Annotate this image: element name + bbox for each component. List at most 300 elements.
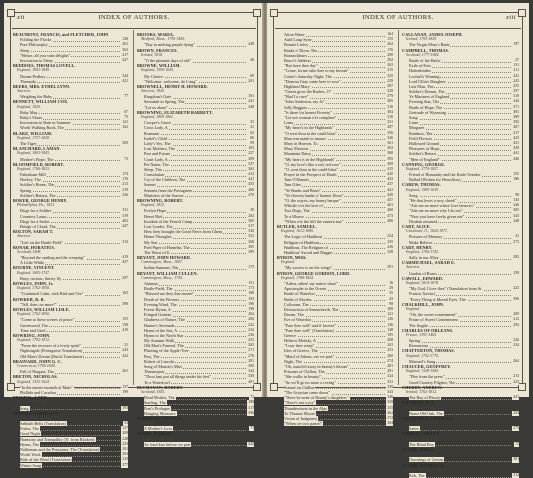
entry-title: Praise of Sweet Contentment xyxy=(409,317,458,323)
entry-page-number: 447 xyxy=(122,223,128,228)
author-name: CHAUCER, GEOFFREY. xyxy=(402,364,451,369)
entry-page-number: 234 xyxy=(387,234,393,239)
entry-page-number: 126 xyxy=(387,317,393,322)
author-name: CARY, ALICE. xyxy=(402,223,431,229)
author-name: BEDDOES, THOMAS LOVELL. xyxy=(13,63,76,69)
author-details: Hartford, Conn., 1809. xyxy=(406,467,442,472)
entry-title: "Had I a cave" xyxy=(284,94,309,100)
entry-page-number: 206 xyxy=(248,317,254,322)
entry-page-number: 303 xyxy=(122,452,128,457)
author-name: CARMICHAEL, SARAH E. xyxy=(402,260,456,266)
entry-page-number: 297 xyxy=(513,89,519,94)
author-details: England, 1770-1827. xyxy=(406,166,439,171)
entry-page-number: 470 xyxy=(248,192,254,197)
entry-title: Night, The xyxy=(284,358,303,364)
author-details: England, 1762-1850. xyxy=(17,312,50,317)
entry-page-number: 346 xyxy=(387,135,393,140)
entry-title: "Green grow the Rashes, O" xyxy=(284,89,332,95)
entry-title: "Fare thee well! and if forever" xyxy=(284,322,337,328)
author-name: BLAKE, WILLIAM. xyxy=(13,130,53,136)
entry-title: Afton Water xyxy=(284,32,305,37)
author-name: BRAINARD, JOHN G. C. xyxy=(13,358,62,364)
author-details: Ireland, 1762-1812. xyxy=(406,389,438,394)
entry-page-number: 232 xyxy=(248,327,254,332)
entry-page-number: 176 xyxy=(122,177,128,182)
entry-page-number: 241 xyxy=(248,99,254,104)
entry-title: Court Lady, A xyxy=(144,156,168,162)
author-details: America. xyxy=(17,234,32,239)
entry-page-number: 186 xyxy=(513,177,519,182)
entry-title: "Oh, snatch'd away in beauty's bloom" xyxy=(284,364,349,369)
entry-page-number: 39 xyxy=(250,208,254,213)
entry-page-number: 212 xyxy=(513,317,519,322)
entry-title: Weighing the Baby xyxy=(20,94,53,100)
entry-page-number: 315 xyxy=(387,68,393,73)
entry-title: The Worst of It xyxy=(144,249,170,255)
entry-title: Man was made to mourn xyxy=(284,135,326,141)
entry-title: Gertrude of Wyoming xyxy=(409,109,446,115)
entry-page-number: 201 xyxy=(248,78,254,83)
entry-title: The Tiger xyxy=(20,140,37,146)
entry-page-number: 253 xyxy=(387,348,393,353)
entry-page-number: 53 xyxy=(124,421,128,426)
entry-title: Nobleman and the Pensioner, The (Translation) xyxy=(20,447,100,452)
entry-title: "Maid of Athens, ere we part" xyxy=(284,353,335,359)
author-name: CHURCHILL, CHARLES. xyxy=(402,415,454,421)
entry-title: "So we'll go no more a roving" xyxy=(284,379,336,385)
entry-title: Dirge for a Sailor xyxy=(20,218,50,224)
entry-page-number: 98 xyxy=(389,301,393,306)
entry-page-number: 431 xyxy=(513,140,519,145)
entry-title: Pictures of Memory xyxy=(409,234,443,240)
author-details: Scotland, 1808. xyxy=(17,249,42,254)
entry-title: "From the recesses of a lowly spirit" xyxy=(20,343,82,349)
entry-page-number: 441 xyxy=(513,151,519,156)
entry-page-number: 69 xyxy=(250,73,254,78)
entry-page-number: 176 xyxy=(387,47,393,52)
entry-title: Past and Future xyxy=(144,151,171,157)
entry-title: Pure Philosophy xyxy=(20,42,48,48)
entry-title: Friend of Humanity and the Knife-Grinder xyxy=(409,172,481,178)
entry-title: "Men of England" xyxy=(409,156,440,162)
entry-page-number: 73 xyxy=(124,156,128,161)
entry-title: Destruction of Sennacherib, The xyxy=(284,306,339,312)
entry-page-number: 223 xyxy=(513,379,519,384)
entry-title: "I saw thee weep" xyxy=(284,343,315,349)
entry-title: "John Anderson, my Jo" xyxy=(284,99,325,105)
entry-page-number: 219 xyxy=(122,187,128,192)
author-details: America. xyxy=(17,89,32,94)
author-name: BEERS, MRS. ETHEL LYNN. xyxy=(13,83,71,89)
left-page xyxy=(4,3,264,468)
entry-title: Baby's Shoes xyxy=(20,115,43,120)
entry-page-number: 281 xyxy=(122,447,128,451)
entry-title: Evening Star, The xyxy=(409,99,440,105)
entry-title: Soldier's Return, The xyxy=(20,192,56,198)
entry-title: Disdain returned xyxy=(409,218,438,224)
entry-page-number: 43 xyxy=(389,296,393,301)
entry-page-number: 155 xyxy=(513,172,519,177)
entry-title: Folding the Flocks xyxy=(20,37,52,43)
author-details: England, 1328-1400. xyxy=(406,369,439,374)
entry-page-number: 128 xyxy=(122,37,128,42)
entry-page-number: 265 xyxy=(248,343,254,348)
author-details: England, 1752-1770. xyxy=(406,353,439,358)
entry-page-number: 363 xyxy=(387,146,393,151)
entry-title: Phillida and Corydon xyxy=(20,389,56,395)
entry-title: "When we two parted" xyxy=(284,421,323,427)
author-name: BOKER, GEORGE HENRY. xyxy=(13,198,68,203)
author-details: Ireland, 1818. xyxy=(141,52,164,57)
entry-page-number: 361 xyxy=(387,140,393,145)
entry-page-number: 385 xyxy=(248,244,254,249)
entry-page-number: 337 xyxy=(248,161,254,166)
entry-title: "She walks in beauty" xyxy=(284,374,322,380)
author-details: England, 1788-1824. xyxy=(281,275,314,280)
entry-title: Horkey, The xyxy=(20,177,41,183)
entry-title: Soldier's Dream, The xyxy=(409,89,445,95)
author-name: CIBBER, COLLEY. xyxy=(402,431,440,437)
entry-page-number: 310 xyxy=(387,115,393,119)
entry-page-number: 67 xyxy=(124,109,128,114)
entry-title: Rob, The xyxy=(409,472,425,478)
entry-page-number: 297 xyxy=(122,275,128,280)
entry-title: Serenade in Spring, The xyxy=(144,99,185,105)
entry-page-number: 441 xyxy=(248,177,254,182)
author-name: BUCHANAN, ROBERT. xyxy=(137,384,184,390)
author-name: BRYANT, JOHN HOWARD. xyxy=(137,255,191,261)
index-column xyxy=(277,32,394,427)
entry-title: "Tell, then, no more!" xyxy=(20,301,57,307)
entry-title: Spring xyxy=(409,338,421,344)
entry-page-number: 188 xyxy=(248,400,254,405)
entry-title: Thunderstorm in the Alps xyxy=(284,405,327,411)
entry-title: "O, wert thou in the cauld blast" xyxy=(284,166,339,172)
entry-page-number: 236 xyxy=(248,332,254,337)
entry-title: Invocation to Sleep xyxy=(20,57,53,63)
entry-page-number: 415 xyxy=(387,166,393,171)
author-name: BOWRING, JOHN. xyxy=(13,332,51,338)
entry-title: Hohenlinden xyxy=(409,68,431,74)
entry-page-number: 273 xyxy=(513,239,519,244)
entry-title: My Autumn Walk xyxy=(144,338,175,344)
entry-page-number: 197 xyxy=(513,42,519,47)
entry-title: Ride of the Wind (Translation) xyxy=(20,457,72,463)
entry-title: Cry of the Children, The xyxy=(144,177,186,183)
entry-page-number: 274 xyxy=(387,358,393,363)
entry-title: Hervé Riel xyxy=(144,213,163,219)
entry-page-number: 385 xyxy=(387,99,393,104)
entry-page-number: 41 xyxy=(515,234,519,239)
entry-title: How they brought the Good News from Ghent xyxy=(144,229,223,235)
author-name: BLOOMFIELD, ROBERT. xyxy=(13,161,65,167)
entry-page-number: 255 xyxy=(513,83,519,88)
entry-page-number: 35 xyxy=(389,291,393,296)
author-name: BOWKER, R. R. xyxy=(13,296,45,302)
entry-title: "Flee from the press" xyxy=(409,374,445,380)
entry-page-number: 292 xyxy=(387,57,393,62)
entry-title: Soldier's Return xyxy=(409,151,436,157)
entry-title: "But have thee day" xyxy=(284,63,318,69)
entry-title: "My heart's in the Highlands" xyxy=(284,125,334,131)
author-name: CARY, HENRY. xyxy=(402,244,433,250)
entry-title: Busy, curious, thirsty fly xyxy=(20,275,62,281)
author-name: BYRON, MISS. xyxy=(277,255,307,261)
entry-page-number: 407 xyxy=(513,125,519,130)
author-details: Connecticut, 1796-1828. xyxy=(17,364,56,368)
entry-page-number: 356 xyxy=(387,130,393,135)
author-name: BROWNING, ROBERT. xyxy=(137,198,184,203)
entry-title: Starling, The xyxy=(144,400,166,406)
entry-title: Greece xyxy=(284,332,296,338)
entry-page-number: 344 xyxy=(122,73,128,78)
author-name: BOLTON, SARAH T. xyxy=(13,229,54,235)
author-name: CHALKHILL, JOHN. xyxy=(402,301,445,307)
entry-title: Thanatopsis xyxy=(144,369,165,375)
entry-title: Cotter's Saturday Night, The xyxy=(284,73,332,79)
entry-page-number: 196 xyxy=(248,301,254,306)
entry-title: "O the pleasant days of old" xyxy=(144,57,192,63)
entry-page-number: 211 xyxy=(513,68,519,73)
entry-title: Fisher, The xyxy=(20,426,39,432)
entry-page-number: 143 xyxy=(513,198,519,202)
entry-title: Battle of the Baltic xyxy=(409,57,441,63)
entry-title: Religion of Hudibras xyxy=(284,239,320,245)
entry-title: Robert of Lincoln xyxy=(144,358,175,364)
entry-title: Fakenham Mill xyxy=(20,172,46,178)
entry-title: Dream-Pedlary xyxy=(20,73,46,79)
entry-page-number: 63 xyxy=(250,130,254,135)
entry-title: Sleep, The xyxy=(144,166,162,172)
entry-title: "Beyond the smiling and the weeping" xyxy=(20,255,85,261)
author-name: BRISTOL, LORD. xyxy=(13,395,49,401)
entry-page-number: 241 xyxy=(387,343,393,348)
entry-title: The Logic of Hudibras xyxy=(284,234,323,240)
entry-page-number: 101 xyxy=(248,94,254,99)
entry-page-number: 396 xyxy=(513,296,519,301)
entry-title: Hanging Measures xyxy=(144,410,176,416)
entry-title: Hunter's Serenade xyxy=(144,322,175,328)
entry-title: Old Man's Funeral, The xyxy=(144,343,184,349)
author-details: England, 1612-1680. xyxy=(281,229,314,234)
entry-title: Worth Walking Rook, The xyxy=(20,125,65,131)
entry-page-number: 325 xyxy=(387,73,393,78)
entry-page-number: 108 xyxy=(387,306,393,311)
entry-page-number: 241 xyxy=(513,73,519,78)
entry-title: Consolation xyxy=(144,172,165,178)
entry-title: "Thou hast put all things under his feet" xyxy=(144,374,211,380)
entry-title: Invocation to Rain in Summer xyxy=(20,120,71,126)
author-details: France, 1391-1465. xyxy=(406,332,438,337)
entry-page-number: 417 xyxy=(122,52,128,57)
entry-title: Bridge of Cloud, The xyxy=(20,223,56,229)
entry-page-number: 131 xyxy=(513,63,519,68)
author-name: BENNETT, WILLIAM COX. xyxy=(13,99,69,105)
entry-title: "Hence, all you vain delights" xyxy=(20,52,71,58)
entry-page-number: 245 xyxy=(513,78,519,83)
author-details: Scotland, 1841. xyxy=(141,389,166,394)
author-name: BROOKS, MARIA. xyxy=(137,32,175,37)
entry-page-number: 449 xyxy=(387,192,393,197)
entry-title: "Every Thing is Mortal Eyes, The xyxy=(409,296,466,302)
entry-page-number: 282 xyxy=(248,213,254,218)
entry-title: Greenwood, The xyxy=(20,322,49,328)
entry-title: Bannockburn xyxy=(284,52,307,58)
author-name: BURNS, ROBERT. xyxy=(137,431,173,437)
entry-page-number: 148 xyxy=(387,327,393,332)
entry-page-number: 363 xyxy=(122,47,128,52)
entry-page-number: 77 xyxy=(124,94,128,99)
entry-title: Gladness of Nature, The xyxy=(144,317,185,323)
entry-page-number: 291 xyxy=(248,358,254,363)
entry-page-number: 162 xyxy=(122,125,128,130)
entry-page-number: 330 xyxy=(248,229,254,234)
entry-title: "Day in melting purple dying" xyxy=(144,42,195,48)
entry-title: Autumn xyxy=(144,281,158,286)
entry-title: Home-Thoughts xyxy=(144,234,172,240)
entry-title: "Ask me no more why I do not" xyxy=(409,208,463,214)
entry-page-number: 208 xyxy=(387,338,393,343)
entry-page-number: 213 xyxy=(513,374,519,379)
entry-title: Indian Summer, The xyxy=(144,265,179,271)
entry-title: Hudibras, The Religion of xyxy=(284,244,328,250)
entry-title: Planting of the Apple-Tree xyxy=(144,348,189,354)
entry-title: Field Flowers xyxy=(409,135,433,141)
entry-title: Francis Xavier) xyxy=(409,291,436,297)
author-details: England, 1793-1864. xyxy=(406,452,439,457)
entry-page-number: 352 xyxy=(248,234,254,239)
author-name: BYRON, GEORGE GORDON, LORD. xyxy=(277,270,351,276)
entry-title: Time and Grief xyxy=(20,327,46,333)
author-name: BROWNE, WILLIAM. xyxy=(137,63,181,69)
index-column xyxy=(402,32,520,478)
entry-page-number: 193 xyxy=(248,296,254,301)
author-name: BROWN, FRANCES. xyxy=(137,47,178,53)
entry-title: Dirge for a Soldier xyxy=(20,208,52,214)
entry-title: "Blessed are they that mourn" xyxy=(144,291,195,297)
entry-title: Battle of Hope, The xyxy=(409,104,443,110)
header-rule xyxy=(12,28,256,29)
entry-page-number: 421 xyxy=(122,78,128,83)
column-divider xyxy=(398,30,399,385)
entry-title: Mother's Hope, The xyxy=(20,156,54,162)
entry-title: Bruce's Address xyxy=(284,57,311,63)
entry-page-number: 368 xyxy=(387,151,393,156)
entry-title: "My heart is in the Highlands" xyxy=(284,156,336,162)
entry-page-number: 235 xyxy=(387,239,393,244)
entry-title: "My God, I love thee" (Translation from St. xyxy=(409,286,483,292)
author-details: England, 1809-1861. xyxy=(141,115,174,119)
entry-title: Prisoner of Chillon, The xyxy=(284,369,325,375)
entry-title: "In the merrie moneth of Maie" xyxy=(20,384,73,390)
entry-title: Ae fond kiss before we part xyxy=(144,441,191,447)
entry-title: Bonnie Lesley xyxy=(284,42,309,48)
entry-title: "O, the wayes, my bonny barque" xyxy=(284,198,341,203)
entry-title: Whistle o'er the lave o't xyxy=(284,203,324,209)
entry-title: "Ask me no more where Jove bestows" xyxy=(409,203,475,209)
author-details: England. xyxy=(281,260,296,265)
entry-page-number: 441 xyxy=(387,187,393,192)
entry-page-number: 155 xyxy=(387,37,393,42)
entry-page-number: 99 xyxy=(250,140,254,145)
entry-page-number: 301 xyxy=(513,457,519,462)
entry-title: Coliseum, The xyxy=(284,301,309,307)
entry-title: "There be none of Beauty's daughters" xyxy=(284,395,349,401)
entry-page-number: 313 xyxy=(122,239,128,244)
entry-title: Jolly Beggars xyxy=(284,104,307,110)
entry-page-number: 324 xyxy=(387,374,393,379)
author-name: BOURNE, VINCENT. xyxy=(13,265,55,271)
author-details: England, 1812. xyxy=(141,203,165,208)
author-details: America. xyxy=(406,265,421,270)
entry-title: Soldier's Home, The xyxy=(20,182,55,188)
entry-page-number: 264 xyxy=(513,358,519,363)
entry-title: Baby May xyxy=(20,109,38,115)
entry-title: Battle-Field, The xyxy=(144,286,173,292)
entry-title: Auld Lang Syne xyxy=(284,37,312,43)
entry-title: "Duncan Gray came here to woo" xyxy=(284,78,341,84)
entry-title: Pied Piper of Hamelin, The xyxy=(144,244,190,250)
author-details: Salem, Mass., 1813. xyxy=(17,415,49,420)
entry-title: Mary in Heaven, To xyxy=(284,140,318,146)
entry-page-number: 343 xyxy=(513,213,519,218)
entry-title: Tam O'Shanter xyxy=(284,177,309,183)
entry-page-number: 98 xyxy=(515,192,519,197)
entry-page-number: 417 xyxy=(513,130,519,135)
entry-page-number: 260 xyxy=(387,353,393,358)
entry-title: "Fare thee well" (Translation) xyxy=(284,327,334,333)
entry-page-number: 222 xyxy=(248,322,254,327)
entry-title: Banks o' Doon, The xyxy=(284,47,318,53)
entry-page-number: 344 xyxy=(513,99,519,104)
entry-page-number: 329 xyxy=(387,89,393,94)
author-details: England, 1792-1872. xyxy=(17,338,50,343)
entry-page-number: 16 xyxy=(389,281,393,285)
entry-page-number: 223 xyxy=(513,286,519,291)
entry-title: Hudibras' Sword and Dagger xyxy=(284,249,333,255)
entry-title: Isles of Greece, The xyxy=(284,348,318,354)
entry-page-number: 331 xyxy=(387,120,393,125)
entry-page-number: 393 xyxy=(122,405,128,410)
entry-title: Hymn, The xyxy=(20,441,39,447)
entry-page-number: 344 xyxy=(248,369,254,374)
entry-title: Cross Lady, A xyxy=(144,125,168,131)
author-name: CLARE, JOHN. xyxy=(402,447,433,452)
entry-page-number: 146 xyxy=(387,322,393,327)
column-divider xyxy=(133,30,134,385)
entry-title: "Is there for honest Poverty" xyxy=(284,109,332,115)
entry-title: Romaunt xyxy=(144,130,160,136)
entry-page-number: 27 xyxy=(515,57,519,62)
entry-page-number: 431 xyxy=(513,395,519,400)
entry-page-number: 392 xyxy=(513,120,519,125)
entry-title: "Oh, the sweet contentment" xyxy=(409,312,458,318)
running-header xyxy=(277,13,519,25)
entry-title: Highland Mary xyxy=(284,83,310,89)
author-details: England, 1814-1878. xyxy=(406,281,439,285)
entry-page-number: 188 xyxy=(248,291,254,296)
author-name: BRYANT, WILLIAM CULLEN. xyxy=(137,270,198,276)
entry-page-number: 343 xyxy=(387,389,393,394)
entry-page-number: 311 xyxy=(122,208,128,213)
entry-page-number: 410 xyxy=(122,327,128,332)
author-details: Scotland, 1777-1844. xyxy=(406,52,440,57)
entry-title: Garden of Roses xyxy=(409,270,437,276)
entry-title: "Welcome, welcome, do I sing" xyxy=(144,78,198,84)
entry-page-number: 420 xyxy=(387,172,393,177)
entry-title: "Come, let me take thee to my bosom" xyxy=(284,68,349,74)
index-entry xyxy=(277,421,394,426)
